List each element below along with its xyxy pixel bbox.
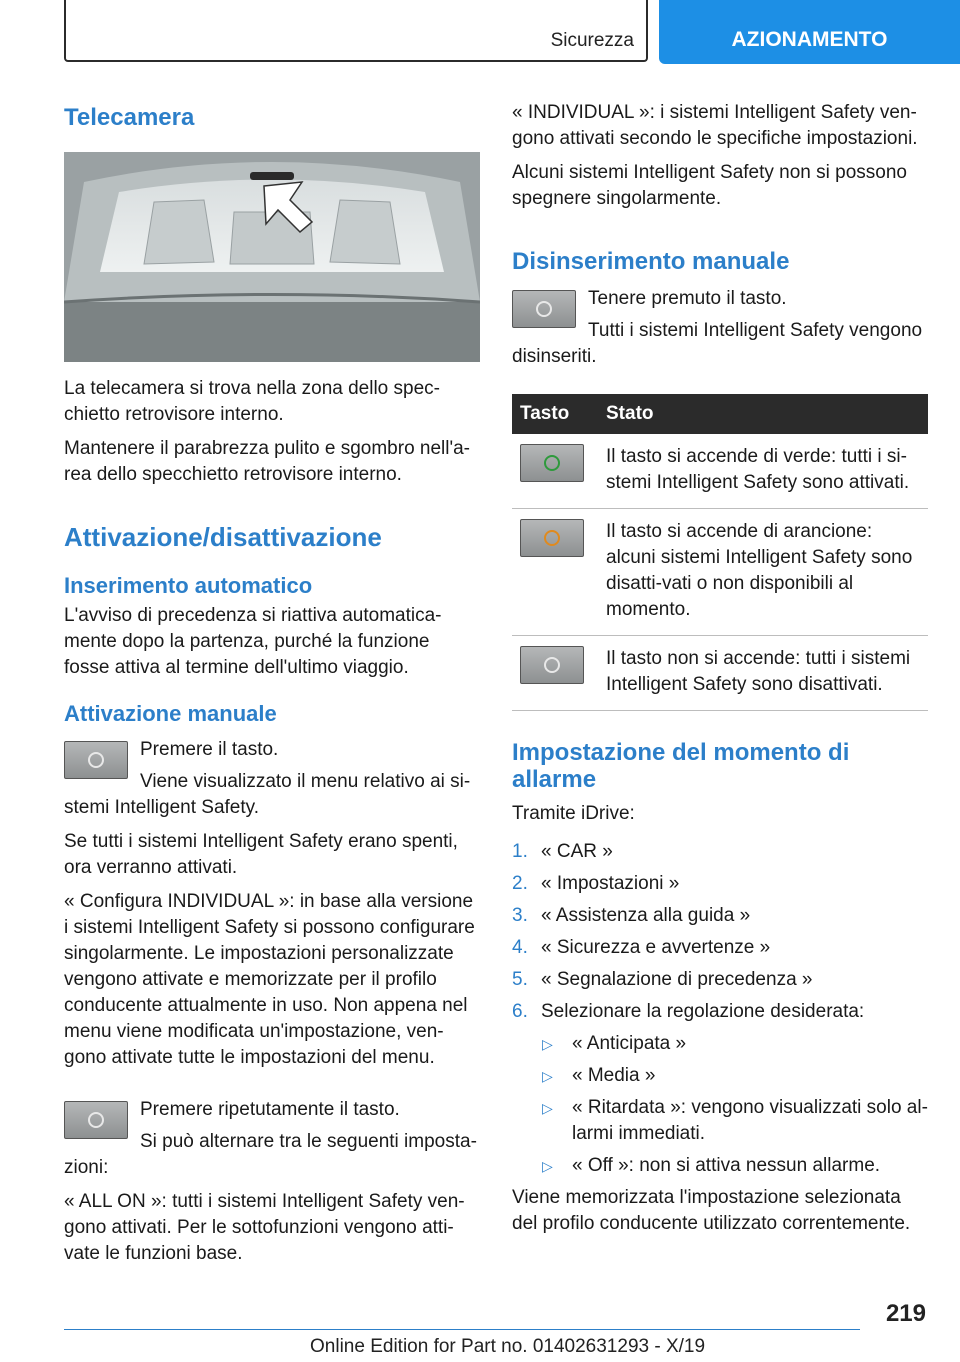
disinserimento-block: [512, 286, 928, 370]
triangle-bullet-icon: ▷: [542, 1036, 553, 1052]
heading-manuale: Attivazione manuale: [64, 701, 277, 726]
triangle-bullet-icon: ▷: [542, 1100, 553, 1116]
camera-photo: [64, 152, 480, 362]
ripetuto-p1: Premere ripetutamente il tasto.: [140, 1099, 400, 1120]
manuale-p2: Viene visualizzato il menu relativo ai si-stemi Intelligent Safety.: [64, 771, 471, 818]
ripetuto-p3: « ALL ON »: tutti i sistemi Intelligent Safety ven-gono attivati. Per le sottofunzioni vengono atti-vate le funzioni base.: [64, 1191, 465, 1264]
list-item: 4. « Sicurezza e avvertenze »: [512, 937, 771, 958]
table-row: [512, 636, 928, 711]
steps-list: [512, 839, 928, 1025]
table-header-row: [512, 394, 928, 434]
triangle-bullet-icon: ▷: [542, 1068, 553, 1084]
car-interior-image: [64, 152, 480, 362]
list-item: ▷ « Ritardata »: vengono visualizzati solo al-larmi immediati.: [542, 1097, 928, 1144]
col-header-stato: Stato: [598, 394, 928, 434]
telecamera-p1: La telecamera si trova nella zona dello spec-chietto retrovisore interno.: [64, 378, 440, 425]
heading-inserimento: Inserimento automatico: [64, 573, 313, 598]
manuale-p3: Se tutti i sistemi Intelligent Safety erano spenti, ora verranno attivati.: [64, 831, 458, 878]
alcuni-p: Alcuni sistemi Intelligent Safety non si possono spegnere singolarmente.: [512, 162, 907, 209]
heading-impostazione: Impostazione del momento di allarme: [512, 739, 850, 793]
safety-button-icon: [64, 741, 128, 779]
list-item: 1. « CAR »: [512, 841, 613, 862]
safety-button-icon: [64, 1101, 128, 1139]
list-item: 5. « Segnalazione di precedenza »: [512, 969, 813, 990]
status-dot: [544, 657, 560, 673]
heading-attivazione: Attivazione/disattivazione: [64, 522, 382, 552]
page-number: 219: [885, 1300, 926, 1327]
status-dot: [544, 455, 560, 471]
col-header-tasto: Tasto: [512, 394, 598, 434]
options-list: [512, 1031, 928, 1179]
table-row: [512, 509, 928, 636]
ripetuto-block: [64, 1097, 480, 1181]
list-item: 2. « Impostazioni »: [512, 873, 680, 894]
manuale-p4: « Configura INDIVIDUAL »: in base alla versione i sistemi Intelligent Safety si possono configurare singolarmente. Le impostazioni personalizzate vengono attivate e memorizzate per il profilo conducente attualmente in uso. Non appena nel menu viene modificata un'impostazione, ven-gono attivate tutte le impostazioni del menu.: [64, 891, 475, 1068]
section-title: Sicurezza: [550, 30, 634, 51]
safety-button-orange-icon: [520, 519, 584, 557]
manuale-p1: Premere il tasto.: [140, 739, 279, 760]
safety-button-green-icon: [520, 444, 584, 482]
list-item: 6. Selezionare la regolazione desiderata:: [512, 1001, 865, 1022]
stato-cell: Il tasto si accende di arancione: alcuni sistemi Intelligent Safety sono disatti-vati o non disponibili al momento.: [598, 509, 928, 636]
list-item: ▷ « Anticipata »: [512, 1031, 928, 1057]
stato-cell: Il tasto si accende di verde: tutti i si-stemi Intelligent Safety sono attivati.: [598, 434, 928, 509]
list-item: ▷ « Media »: [512, 1063, 928, 1089]
final-p: Viene memorizzata l'impostazione selezionata del profilo conducente utilizzato correntemente.: [512, 1187, 911, 1234]
telecamera-p2: Mantenere il parabrezza pulito e sgombro nell'a-rea dello specchietto retrovisore interno.: [64, 438, 471, 485]
manuale-block: [64, 737, 480, 821]
inserimento-p: L'avviso di precedenza si riattiva automatica-mente dopo la partenza, purché la funzione fosse attiva al termine dell'ultimo viaggio.: [64, 605, 442, 678]
status-table: [512, 394, 928, 711]
stato-cell: Il tasto non si accende: tutti i sistemi Intelligent Safety sono disattivati.: [598, 636, 928, 711]
disins-p2: Tutti i sistemi Intelligent Safety vengono disinseriti.: [512, 320, 923, 367]
footer-edition: Online Edition for Part no. 01402631293 - X/19: [310, 1336, 706, 1357]
chapter-title: AZIONAMENTO: [731, 28, 888, 51]
table-row: [512, 434, 928, 509]
disins-p1: Tenere premuto il tasto.: [588, 288, 787, 309]
tramite-p: Tramite iDrive:: [512, 803, 635, 824]
individual-p: « INDIVIDUAL »: i sistemi Intelligent Safety ven-gono attivati secondo le specifiche impostazioni.: [512, 102, 918, 149]
safety-button-off-icon: [520, 646, 584, 684]
footer-divider: [64, 1329, 860, 1330]
status-dot: [544, 530, 560, 546]
left-column: [64, 100, 480, 1267]
heading-disinserimento: Disinserimento manuale: [512, 248, 790, 275]
chapter-tab[interactable]: [659, 0, 960, 64]
header-section-box: [64, 0, 648, 62]
list-item: ▷ « Off »: non si attiva nessun allarme.: [512, 1153, 928, 1179]
safety-button-icon: [512, 290, 576, 328]
ripetuto-p2: Si può alternare tra le seguenti imposta-zioni:: [64, 1131, 477, 1178]
heading-telecamera: Telecamera: [64, 104, 195, 131]
list-item: 3. « Assistenza alla guida »: [512, 905, 751, 926]
triangle-bullet-icon: ▷: [542, 1158, 553, 1174]
right-column: [512, 100, 928, 1237]
